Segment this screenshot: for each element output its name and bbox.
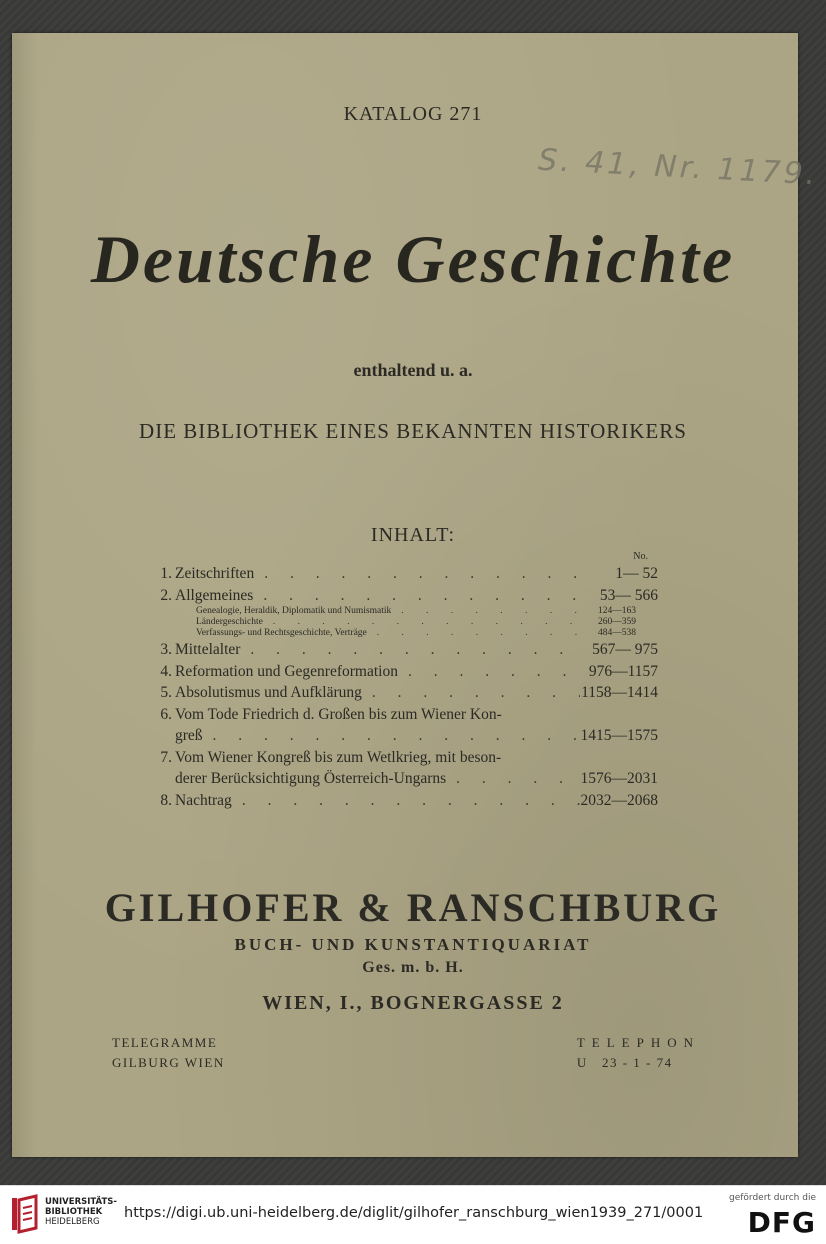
publisher-address: WIEN, I., BOGNERGASSE 2 [262,992,564,1014]
leader-dots [253,585,580,607]
toc-entry [150,585,658,607]
toc-sub-label: Verfassungs- und Rechtsgeschichte, Verträge [196,628,367,638]
toc-entry [150,661,658,683]
leader-dots [232,790,580,812]
pencil-annotation: S. 41, Nr. 1179. [537,142,820,193]
leader-dots [254,563,580,585]
toc-sub-range: 124—163 [598,606,636,616]
leader-dots [367,628,590,639]
leader-dots [398,661,580,683]
toc-range: 53— 566 [599,586,658,604]
telephone-block [577,1033,700,1073]
library-name-line: UNIVERSITÄTS- [45,1197,117,1207]
dfg-logo: DFG [747,1206,816,1239]
toc-number: 3. [160,641,172,658]
leader-dots [446,768,580,790]
toc-subentry [150,617,658,628]
toc-entry [150,790,658,812]
catalog-number: KATALOG 271 [343,103,483,125]
toc-label: Zeitschriften [175,565,255,582]
toc-range: 567— 975 [592,641,658,658]
leader-dots [263,617,590,628]
containing-note: enthaltend u. a. [353,360,473,380]
telegram-block [112,1033,225,1073]
telegram-address: GILBURG WIEN [112,1055,225,1070]
company-form: Ges. m. b. H. [362,959,464,976]
leader-dots [362,682,580,704]
toc-range: 1576—2031 [580,770,658,787]
leader-dots [203,725,580,747]
toc-label: Vom Tode Friedrich d. Großen bis zum Wiener Kon- [175,705,502,723]
toc-label: Allgemeines [175,586,254,604]
telegram-label: TELEGRAMME [112,1035,218,1050]
toc-sub-range: 260—359 [598,617,636,627]
toc-sub-label: Ländergeschichte [196,617,263,627]
publisher-subtitle: BUCH- UND KUNSTANTIQUARIAT [234,935,592,954]
library-name-line: BIBLIOTHEK [45,1207,103,1217]
viewer-footer [0,1185,826,1244]
toc-entry [150,747,658,769]
permalink-url[interactable]: https://digi.ub.uni-heidelberg.de/diglit/gilhofer_ranschburg_wien1939_271/0001 [124,1205,704,1221]
toc-label: Vom Wiener Kongreß bis zum Wetlkrieg, mit beson- [175,748,502,766]
toc-number: 4. [160,662,172,680]
number-column-header: No. [633,551,648,562]
toc-number: 7. [160,748,172,766]
toc-entry-continuation [150,768,658,790]
toc-range: 976—1157 [588,662,658,680]
toc-entry [150,704,658,726]
toc-label-continued: greß [175,727,203,744]
toc-entry [150,682,658,704]
publisher-name: GILHOFER & RANSCHBURG [104,885,722,930]
cover-spine-shadow [12,33,38,1157]
toc-number: 2. [160,586,172,604]
toc-label-continued: derer Berücksichtigung Österreich-Ungarns [175,770,447,787]
library-name-line: HEIDELBERG [45,1217,100,1227]
toc-label: Absolutismus und Aufklärung [175,684,362,701]
leader-dots [391,606,590,617]
heidelberg-library-logo-icon [10,1194,40,1234]
cover-subtitle: DIE BIBLIOTHEK EINES BEKANNTEN HISTORIKERS [139,419,687,443]
toc-subentry [150,628,658,639]
toc-entry [150,563,658,585]
leader-dots [240,639,580,661]
table-of-contents [150,550,658,811]
toc-number: 5. [160,684,172,701]
contents-heading: INHALT: [370,524,456,546]
toc-range: 1415—1575 [580,727,658,744]
telephone-number: U 23 - 1 - 74 [576,1055,673,1070]
toc-range: 2032—2068 [580,791,658,809]
library-name [45,1197,117,1227]
toc-number: 1. [160,565,172,582]
toc-label: Nachtrag [175,791,232,809]
toc-range: 1158—1414 [581,684,658,701]
toc-label: Mittelalter [175,641,241,658]
toc-entry-continuation [150,725,658,747]
toc-range: 1— 52 [615,565,658,582]
telephone-label: TELEPHON [576,1035,700,1050]
toc-entry [150,639,658,661]
cover-title: Deutsche Geschichte [90,221,736,297]
funding-note: gefördert durch die [729,1193,816,1203]
toc-number: 8. [160,791,172,809]
toc-sub-label: Genealogie, Heraldik, Diplomatik und Numismatik [196,606,392,616]
toc-sub-range: 484—538 [598,628,636,638]
toc-label: Reformation und Gegenreformation [175,662,398,680]
toc-subentry [150,606,658,617]
toc-number: 6. [160,705,172,723]
